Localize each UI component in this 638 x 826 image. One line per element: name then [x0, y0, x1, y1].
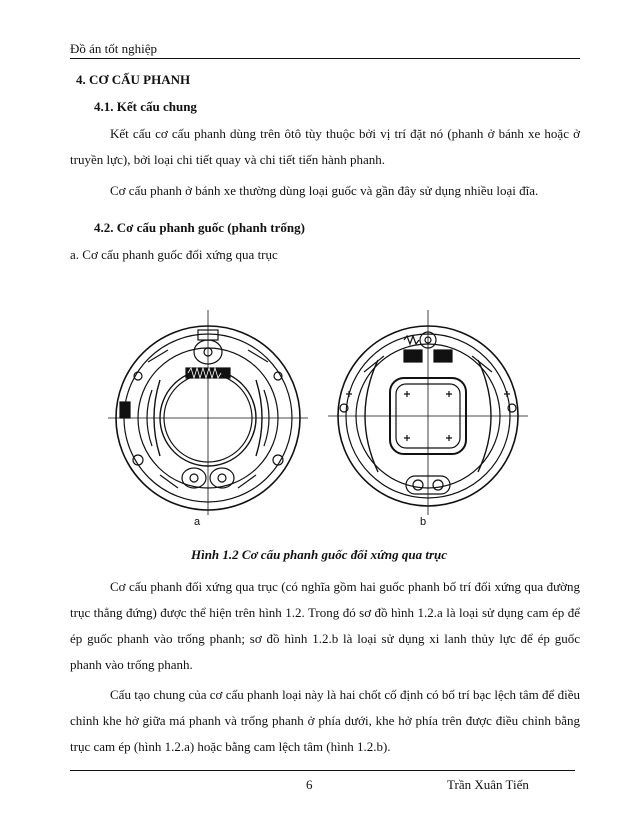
paragraph-text: Cơ cấu phanh ở bánh xe thường dùng loại guốc và gần đây sử dụng nhiều loại đĩa.: [110, 183, 539, 198]
paragraph-structure: [70, 121, 580, 173]
paragraph-text: Kết cấu cơ cấu phanh dùng trên ôtô tùy thuộc bởi vị trí đặt nó (phanh ở bánh xe hoặc ở truyền lực), bởi loại chi tiết quay và chi tiết tiến hành phanh.: [70, 126, 580, 167]
paragraph-text: Cấu tạo chung của cơ cấu phanh loại này là hai chốt cố định có bố trí bạc lệch tâm để điều chỉnh khe hở giữa má phanh và trống phanh ở phía dưới, khe hở phía trên được điều chỉnh bằng trục cam ép (hình 1.2.a) hoặc bằng cam lệch tâm (hình 1.2.b).: [70, 687, 580, 754]
brake-diagram-figure: [108, 310, 548, 540]
section-4-2-heading: 4.2. Cơ cấu phanh guốc (phanh trống): [94, 220, 305, 235]
figure-label-b: b: [420, 516, 427, 528]
running-header: Đồ án tốt nghiệp: [70, 41, 158, 56]
figure-label-a: a: [194, 516, 201, 528]
paragraph-wheel-brakes: [70, 178, 580, 204]
footer-divider: [70, 770, 575, 771]
section-4-1-heading: 4.1. Kết cấu chung: [94, 99, 197, 114]
paragraph-text: Cơ cấu phanh đối xứng qua trục (có nghĩa gồm hai guốc phanh bố trí đối xứng qua đường trục thẳng đứng) được thể hiện trên hình 1.2. Trong đó sơ đồ hình 1.2.a là loại sử dụng cam ép để ép guốc phanh vào trống phanh; sơ đồ hình 1.2.b là loại sử dụng xi lanh thủy lực để ép guốc phanh vào trống phanh.: [70, 579, 580, 672]
diagram-a-cam-brake: [108, 310, 308, 515]
header-divider: [70, 58, 580, 59]
diagram-b-cylinder-brake: [328, 310, 528, 515]
subheading-a: a. Cơ cấu phanh guốc đối xứng qua trục: [70, 247, 278, 262]
author-name: Trần Xuân Tiến: [447, 777, 529, 792]
figure-caption: Hình 1.2 Cơ cấu phanh guốc đối xứng qua trục: [190, 547, 448, 562]
page-number: 6: [306, 777, 313, 792]
brake-diagrams-svg: [108, 310, 548, 540]
paragraph-symmetric-brake: [70, 574, 580, 678]
section-4-heading: 4. CƠ CẤU PHANH: [76, 72, 191, 87]
paragraph-general-structure: [70, 682, 580, 760]
